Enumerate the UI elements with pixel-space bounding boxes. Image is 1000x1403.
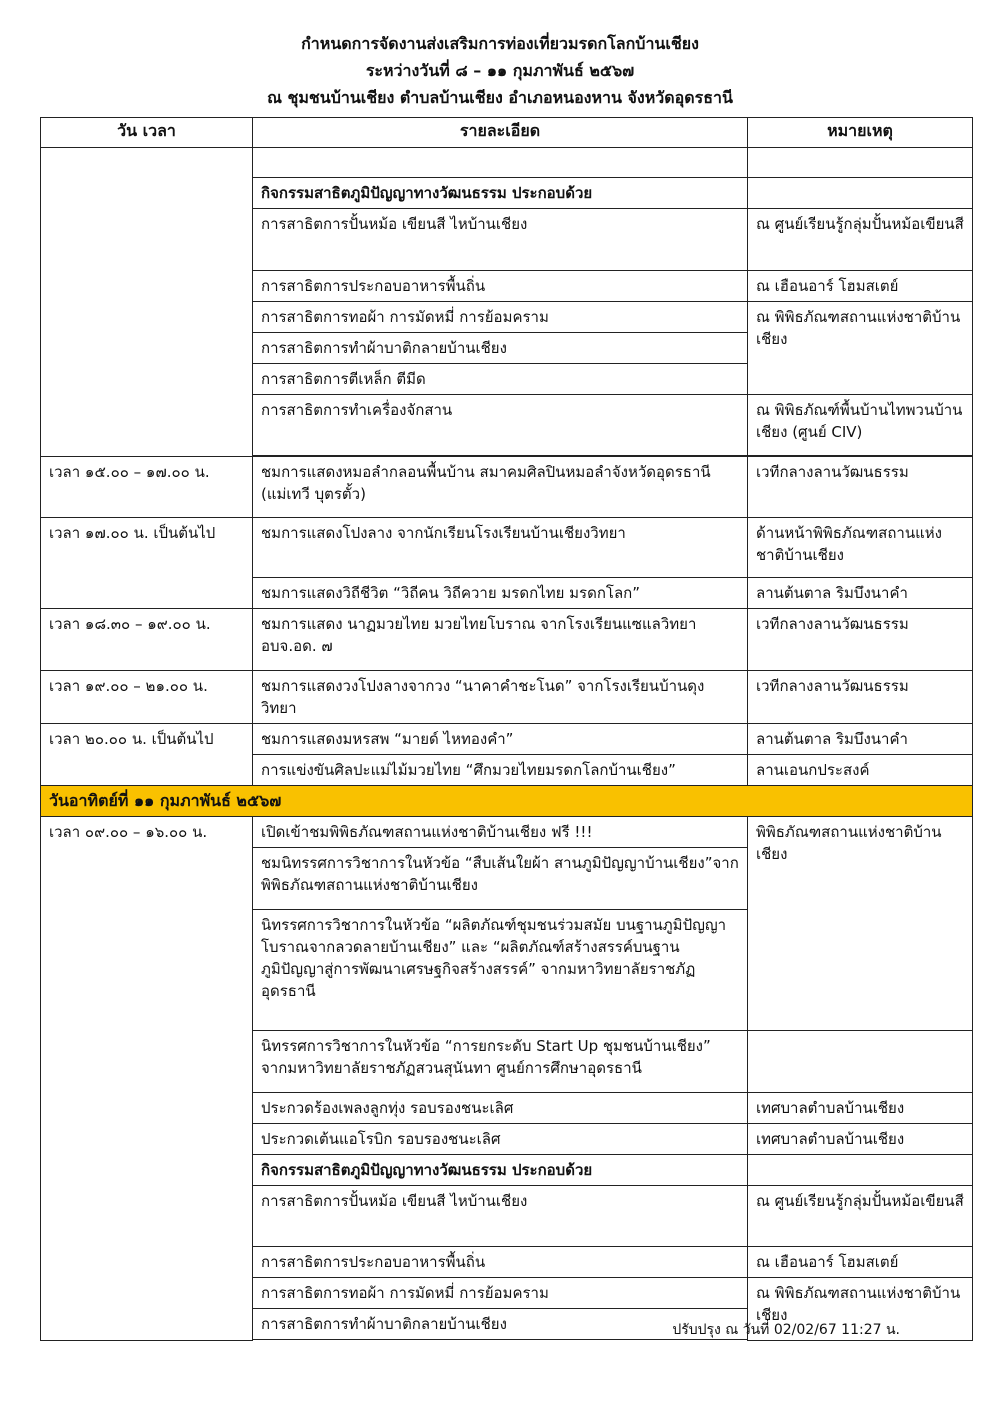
- time-cell: [41, 148, 253, 457]
- note-cell: ณ เฮือนอาร์ โฮมสเตย์: [748, 1247, 973, 1278]
- detail-cell: ชมการแสดงวงโปงลางจากวง “นาคาคำชะโนด” จากโรงเรียนบ้านดุงวิทยา: [253, 671, 748, 724]
- time-cell: เวลา ๒๐.๐๐ น. เป็นต้นไป: [41, 724, 253, 786]
- detail-cell: การสาธิตการทำผ้าบาติกลายบ้านเชียง: [253, 333, 748, 364]
- day-heading-row: [41, 786, 973, 817]
- note-cell: ด้านหน้าพิพิธภัณฑสถานแห่งชาติบ้านเชียง: [748, 518, 973, 578]
- detail-cell: [253, 148, 748, 178]
- detail-cell: การสาธิตการปั้นหม้อ เขียนสี ไหบ้านเชียง: [253, 209, 748, 271]
- detail-cell: การสาธิตการทอผ้า การมัดหมี่ การย้อมคราม: [253, 1278, 748, 1309]
- note-cell: เวทีกลางลานวัฒนธรรม: [748, 457, 973, 518]
- table-row: [41, 817, 973, 848]
- note-cell: [748, 148, 973, 178]
- detail-cell: นิทรรศการวิชาการในหัวข้อ “การยกระดับ Start Up ชุมชนบ้านเชียง” จากมหาวิทยาลัยราชภัฏสวนสุนันทา ศูนย์การศึกษาอุดรธานี: [253, 1031, 748, 1093]
- table-row: [41, 518, 973, 578]
- updated-timestamp: ปรับปรุง ณ วันที่ 02/02/67 11:27 น.: [672, 1322, 900, 1338]
- note-cell: ลานต้นตาล ริมบึงนาคำ: [748, 578, 973, 609]
- table-row: [41, 671, 973, 724]
- col-header-note: หมายเหตุ: [748, 118, 973, 148]
- detail-cell: ประกวดเต้นแอโรบิก รอบรองชนะเลิศ: [253, 1124, 748, 1155]
- title-line-3: ณ ชุมชนบ้านเชียง ตำบลบ้านเชียง อำเภอหนองหาน จังหวัดอุดรธานี: [267, 88, 733, 107]
- detail-cell: การสาธิตการปั้นหม้อ เขียนสี ไหบ้านเชียง: [253, 1186, 748, 1247]
- detail-cell: ประกวดร้องเพลงลูกทุ่ง รอบรองชนะเลิศ: [253, 1093, 748, 1124]
- day-heading: วันอาทิตย์ที่ ๑๑ กุมภาพันธ์ ๒๕๖๗: [41, 786, 973, 817]
- detail-cell: การสาธิตการตีเหล็ก ตีมีด: [253, 364, 748, 395]
- detail-cell: การสาธิตการประกอบอาหารพื้นถิ่น: [253, 271, 748, 302]
- time-cell: เวลา ๑๙.๐๐ – ๒๑.๐๐ น.: [41, 671, 253, 724]
- note-cell: [748, 1155, 973, 1186]
- time-cell: เวลา ๑๗.๐๐ น. เป็นต้นไป: [41, 518, 253, 609]
- table-row: [41, 609, 973, 671]
- note-cell: ณ เฮือนอาร์ โฮมสเตย์: [748, 271, 973, 302]
- note-cell: เทศบาลตำบลบ้านเชียง: [748, 1093, 973, 1124]
- detail-cell: การแข่งขันศิลปะแม่ไม้มวยไทย “ศึกมวยไทยมรดกโลกบ้านเชียง”: [253, 755, 748, 786]
- detail-cell: นิทรรศการวิชาการในหัวข้อ “ผลิตภัณฑ์ชุมชนร่วมสมัย บนฐานภูมิปัญญาโบราณจากลวดลายบ้านเชียง” และ “ผลิตภัณฑ์สร้างสรรค์บนฐานภูมิปัญญาสู่การพัฒนาเศรษฐกิจสร้างสรรค์” จากมหาวิทยาลัยราชภัฏอุดรธานี: [253, 910, 748, 1031]
- detail-cell: การสาธิตการทำเครื่องจักสาน: [253, 395, 748, 456]
- section-heading: กิจกรรมสาธิตภูมิปัญญาทางวัฒนธรรม ประกอบด้วย: [253, 178, 748, 209]
- time-cell: เวลา ๑๘.๓๐ – ๑๙.๐๐ น.: [41, 609, 253, 671]
- title-line-2: ระหว่างวันที่ ๘ – ๑๑ กุมภาพันธ์ ๒๕๖๗: [365, 61, 635, 80]
- time-cell: เวลา ๐๙.๐๐ – ๑๖.๐๐ น.: [41, 817, 253, 1341]
- note-cell: เวทีกลางลานวัฒนธรรม: [748, 609, 973, 671]
- note-cell: ลานต้นตาล ริมบึงนาคำ: [748, 724, 973, 755]
- note-cell: ลานเอนกประสงค์: [748, 755, 973, 786]
- detail-cell: การสาธิตการทอผ้า การมัดหมี่ การย้อมคราม: [253, 302, 748, 333]
- detail-cell: ชมการแสดงหมอลำกลอนพื้นบ้าน สมาคมศิลปินหมอลำจังหวัดอุดรธานี (แม่เทวี บุตรตั้ว): [253, 457, 748, 518]
- detail-cell: ชมการแสดงมหรสพ “มายด์ ไหทองคำ”: [253, 724, 748, 755]
- note-cell: ณ ศูนย์เรียนรู้กลุ่มปั้นหม้อเขียนสี: [748, 209, 973, 271]
- section-heading: กิจกรรมสาธิตภูมิปัญญาทางวัฒนธรรม ประกอบด้วย: [253, 1155, 748, 1186]
- title-line-1: กำหนดการจัดงานส่งเสริมการท่องเที่ยวมรดกโลกบ้านเชียง: [301, 34, 699, 53]
- table-header-row: [41, 118, 973, 148]
- note-cell: ณ พิพิธภัณฑ์พื้นบ้านไทพวนบ้านเชียง (ศูนย์ CIV): [748, 395, 973, 456]
- col-header-detail: รายละเอียด: [253, 118, 748, 148]
- note-cell: ณ ศูนย์เรียนรู้กลุ่มปั้นหม้อเขียนสี: [748, 1186, 973, 1247]
- detail-cell: ชมการแสดงวิถีชีวิต “วิถีคน วิถีควาย มรดกไทย มรดกโลก”: [253, 578, 748, 609]
- note-cell: พิพิธภัณฑสถานแห่งชาติบ้านเชียง: [748, 817, 973, 1031]
- schedule-table: [40, 117, 973, 1341]
- time-cell: เวลา ๑๕.๐๐ – ๑๗.๐๐ น.: [41, 457, 253, 518]
- note-cell: [748, 178, 973, 209]
- note-cell: [748, 1031, 973, 1093]
- note-cell: เทศบาลตำบลบ้านเชียง: [748, 1124, 973, 1155]
- document-header: [0, 30, 1000, 111]
- detail-cell: เปิดเข้าชมพิพิธภัณฑสถานแห่งชาติบ้านเชียง ฟรี !!!: [253, 817, 748, 848]
- note-cell: เวทีกลางลานวัฒนธรรม: [748, 671, 973, 724]
- col-header-time: วัน เวลา: [41, 118, 253, 148]
- table-row: [41, 724, 973, 755]
- detail-cell: ชมการแสดงโปงลาง จากนักเรียนโรงเรียนบ้านเชียงวิทยา: [253, 518, 748, 578]
- note-cell: ณ พิพิธภัณฑสถานแห่งชาติบ้านเชียง: [748, 302, 973, 395]
- table-row: [41, 457, 973, 518]
- detail-cell: ชมการแสดง นาฏมวยไทย มวยไทยโบราณ จากโรงเรียนแซแลวิทยา อบจ.อด. ๗: [253, 609, 748, 671]
- note-cell: ณ พิพิธภัณฑสถานแห่งชาติบ้านเชียง: [748, 1278, 973, 1341]
- detail-cell: การสาธิตการทำผ้าบาติกลายบ้านเชียง: [253, 1309, 748, 1340]
- table-row: [41, 148, 973, 178]
- detail-cell: ชมนิทรรศการวิชาการในหัวข้อ “สืบเส้นใยผ้า สานภูมิปัญญาบ้านเชียง”จากพิพิธภัณฑสถานแห่งชาติบ้านเชียง: [253, 848, 748, 910]
- detail-cell: การสาธิตการประกอบอาหารพื้นถิ่น: [253, 1247, 748, 1278]
